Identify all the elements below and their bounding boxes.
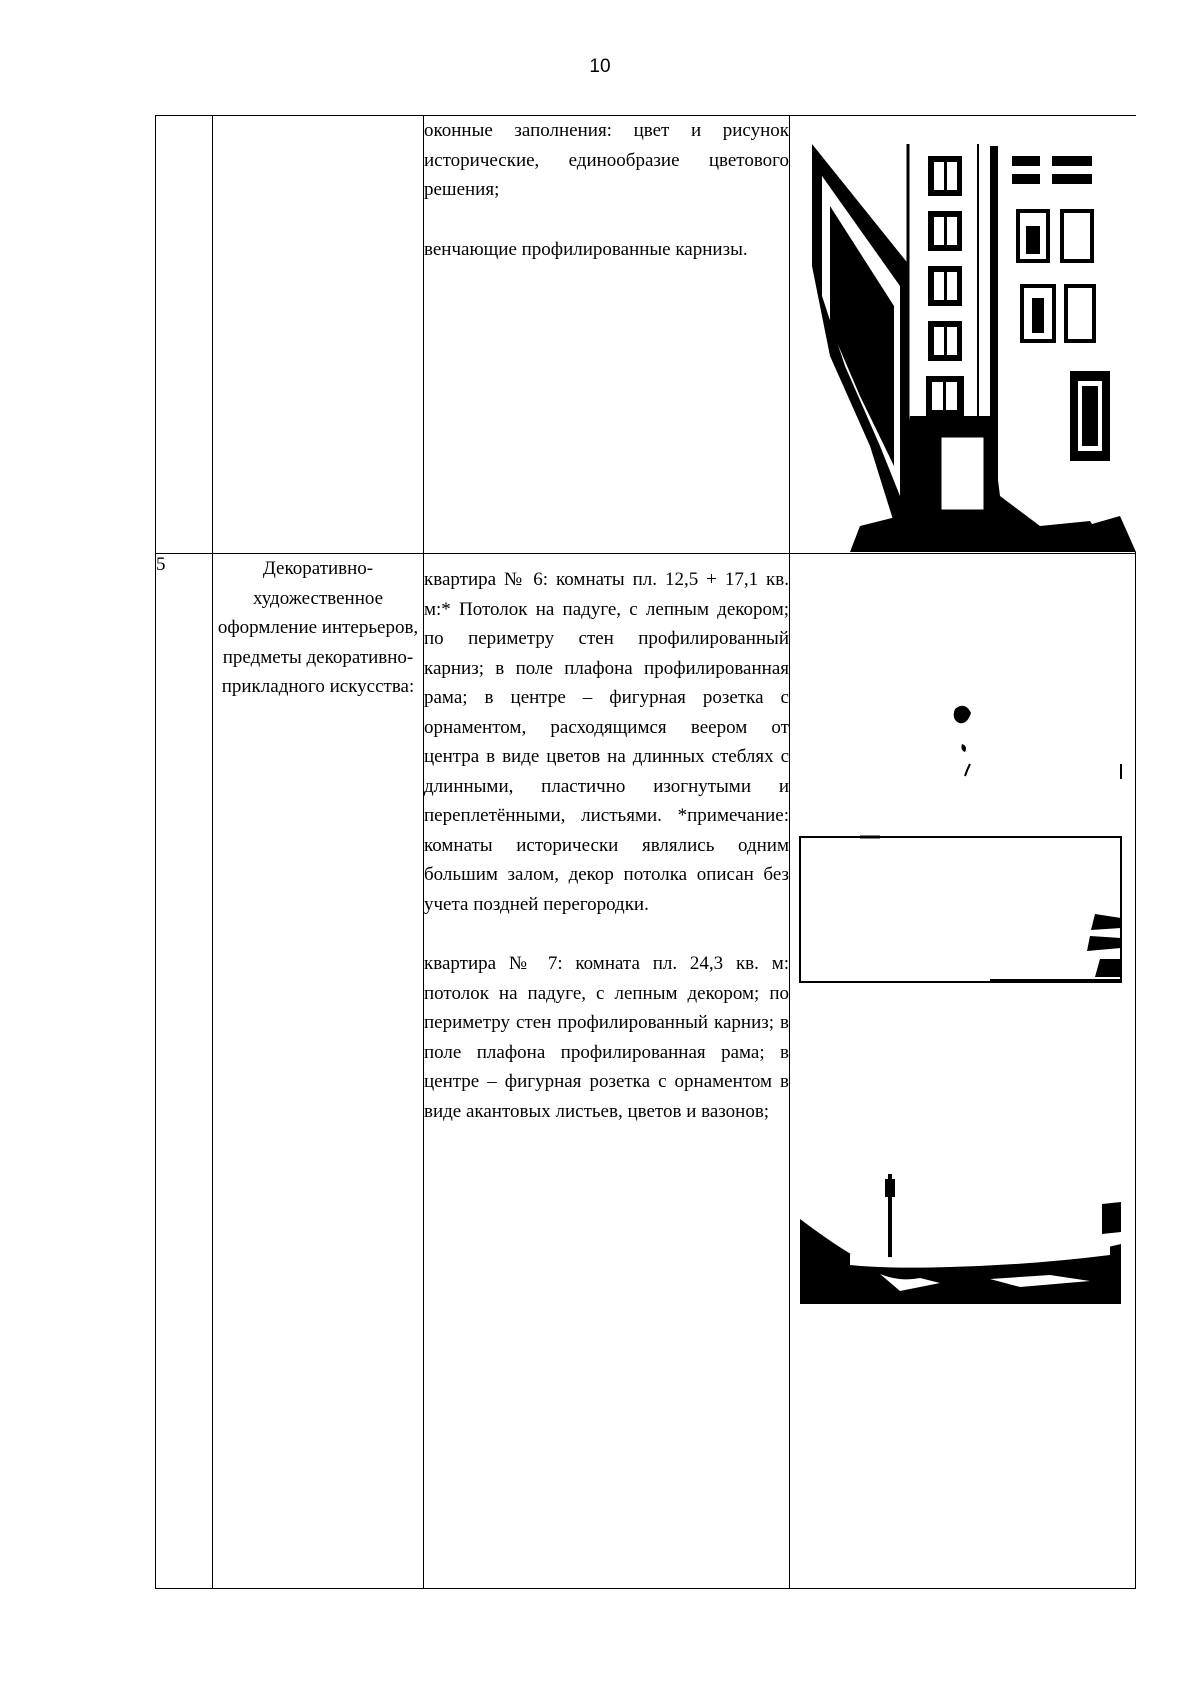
ceiling-photo-2: [800, 1174, 1121, 1304]
ceiling-photo-1: [800, 706, 1121, 983]
ceiling-photos-group: [790, 554, 1136, 1587]
row-photo-cell: [790, 554, 1136, 1589]
table-row: [156, 554, 1136, 1589]
monument-subject-table: [155, 115, 1136, 1589]
row-name-cell: Декоративно-художественное оформление интерьеров, предметы декоративно-прикладного искусства:: [213, 554, 424, 1589]
description-paragraph: оконные заполнения: цвет и рисунок исторические, единообразие цветового решения;: [424, 120, 789, 200]
description-paragraph: венчающие профилированные карнизы.: [424, 238, 748, 260]
row-description-cell: [424, 554, 790, 1589]
row-photo-cell: [790, 116, 1136, 554]
row-description-cell: [424, 116, 790, 554]
description-paragraph: квартира № 6: комнаты пл. 12,5 + 17,1 кв. м:* Потолок на падуге, с лепным декором; по периметру стен профилированный карниз; в поле плафона профилированная рама; в центре – фигурная розетка с орнаментом, расходящимся веером от центра в виде цветов на длинных стеблях с длинными, пластично изогнутыми и переплетёнными, листьями. *примечание: комнаты исторически являлись одним большим залом, декор потолка описан без учета поздней перегородки.: [424, 569, 789, 915]
building-facade-photo: [790, 116, 1136, 552]
row-name-cell: [213, 116, 424, 554]
page-number: 10: [589, 56, 611, 77]
description-paragraph: квартира № 7: комната пл. 24,3 кв. м: потолок на падуге, с лепным декором; по периметру стен профилированный карниз; в поле плафона профилированная рама; в центре – фигурная розетка с орнаментом в виде акантовых листьев, цветов и вазонов;: [424, 953, 789, 1122]
table-row: [156, 116, 1136, 554]
row-number-cell: [156, 116, 213, 554]
row-number-cell: 5: [156, 554, 213, 1589]
